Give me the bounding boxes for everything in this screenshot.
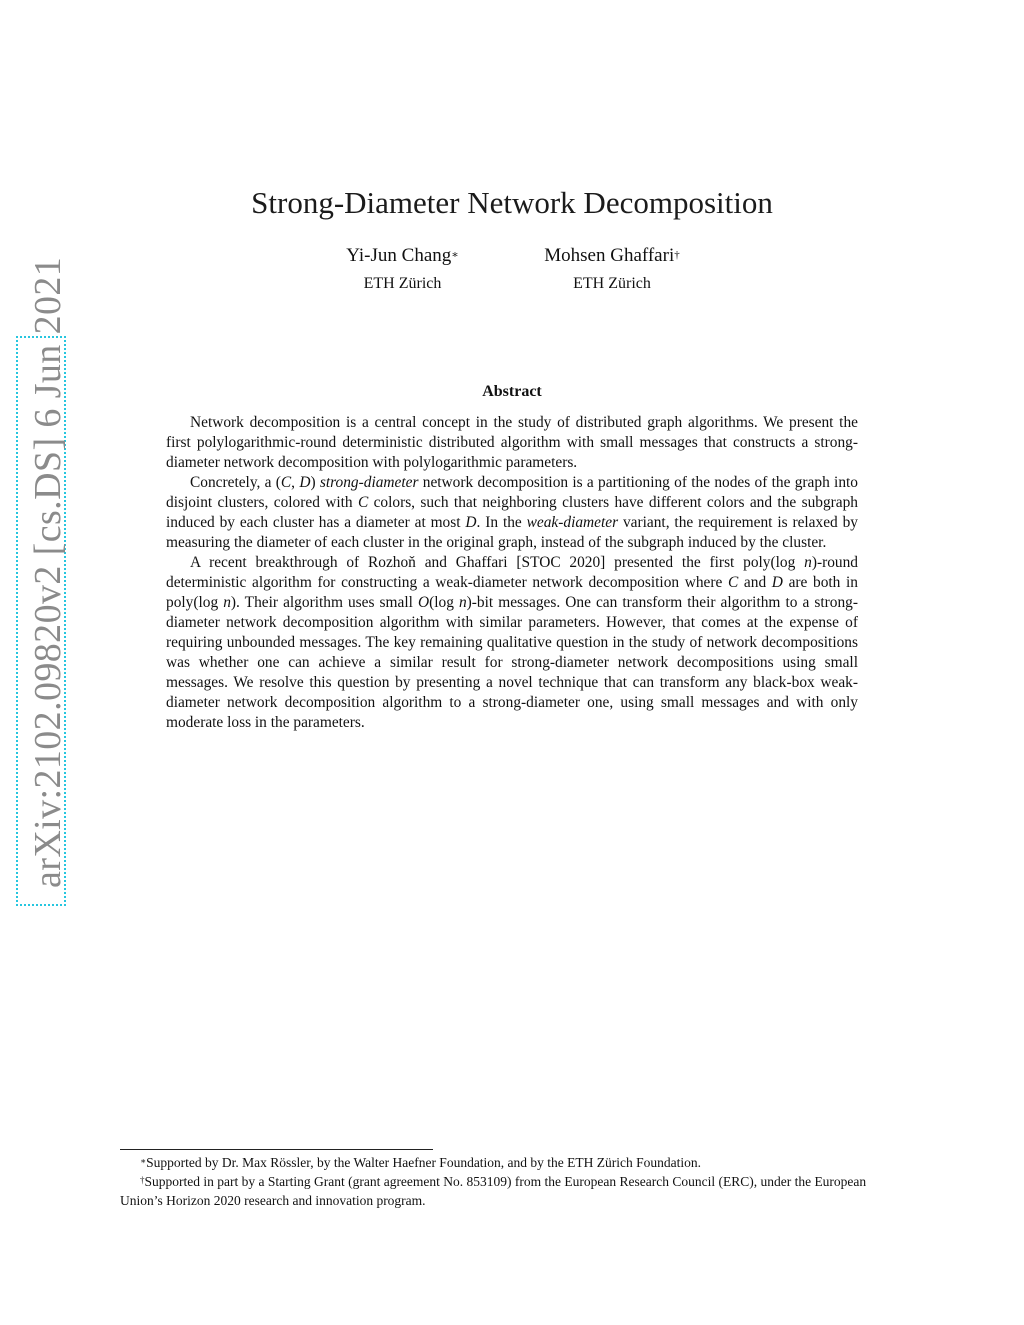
abstract-heading: Abstract — [482, 383, 542, 400]
author-name: Yi-Jun Chang∗ — [346, 245, 459, 266]
footnote: †Supported in part by a Starting Grant (grant agreement No. 853109) from the European Research Council (ERC), under the European Union’s Horizon 2020 research and innovation program. — [120, 1174, 867, 1208]
footnote: ∗Supported by Dr. Max Rössler, by the Walter Haefner Foundation, and by the ETH Zürich Foundation. — [140, 1155, 702, 1170]
footnote-mark: ∗ — [451, 249, 459, 261]
footnotes — [120, 1153, 905, 1210]
author-block — [532, 244, 692, 296]
abstract-paragraph: Concretely, a (C, D) strong-diameter network decomposition is a partitioning of the nodes of the graph into disjoint clusters, colored with C colors, such that neighboring clusters have different colors and the subgraph induced by each cluster has a diameter at most D. In the weak-diameter variant, the requirement is relaxed by measuring the diameter of each cluster in the original graph, instead of the subgraph induced by the cluster. — [166, 474, 859, 551]
abstract-paragraph: Network decomposition is a central concept in the study of distributed graph algorithms. We present the first polylogarithmic-round deterministic distributed algorithm with small messages that constructs a strong-diameter network decomposition with polylogarithmic parameters. — [166, 414, 858, 471]
author-block — [330, 244, 475, 296]
footnote-mark: † — [674, 249, 680, 261]
author-name: Mohsen Ghaffari† — [544, 245, 680, 266]
paper-title: Strong-Diameter Network Decomposition — [251, 185, 773, 220]
author-affiliation: ETH Zürich — [363, 275, 442, 292]
abstract-body — [166, 413, 858, 733]
author-affiliation: ETH Zürich — [573, 275, 651, 292]
abstract-paragraph: A recent breakthrough of Rozhoň and Ghaffari [STOC 2020] presented the first poly(log n)-round deterministic algorithm for constructing a weak-diameter network decomposition where C and D are both in poly(log n). Their algorithm uses small O(log n)-bit messages. One can transform their algorithm to a strong-diameter network decomposition algorithm with similar parameters. However, that comes at the expense of requiring unbounded messages. The key remaining qualitative question in the study of network decompositions was whether one can achieve a similar result for strong-diameter network decompositions using small messages. We resolve this question by presenting a novel technique that can transform any black-box weak-diameter network decomposition algorithm to a strong-diameter one, using small messages and with only moderate loss in the parameters. — [166, 554, 858, 731]
footnote-divider — [120, 1149, 433, 1150]
arxiv-identifier: arXiv:2102.09820v2 [cs.DS] 6 Jun 2021 — [27, 256, 69, 888]
